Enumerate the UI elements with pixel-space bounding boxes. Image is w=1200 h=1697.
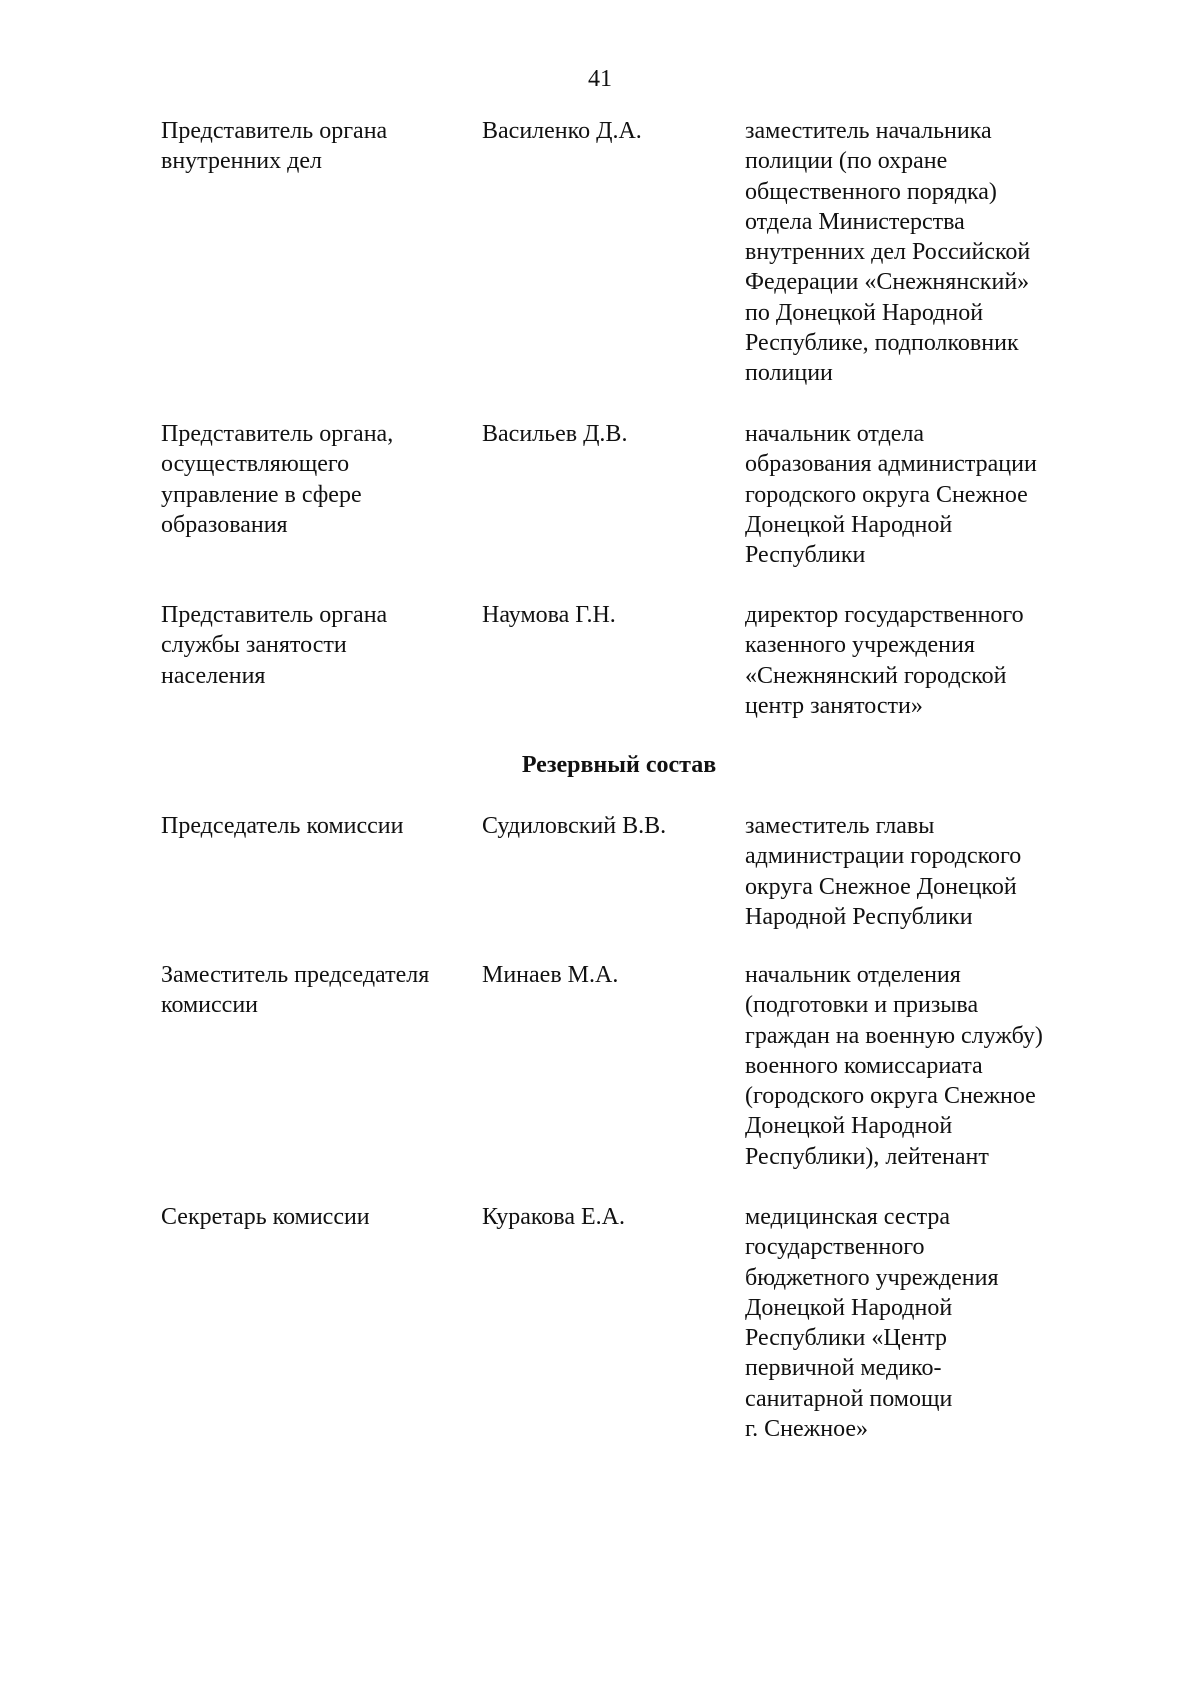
member-role: Представитель органа, осуществляющего управление в сфере образования (161, 421, 394, 538)
member-role: Председатель комиссии (161, 813, 404, 839)
member-name: Куракова Е.А. (482, 1204, 625, 1230)
member-position: заместитель начальника полиции (по охране общественного порядка) отдела Министерства внутренних дел Российской Федерации «Снежнянский» по Донецкой Народной Республике, подполковник полиции (745, 118, 1031, 387)
member-position: начальник отделения (подготовки и призыва граждан на военную службу) военного комиссариата (городского округа Снежное Донецкой Народной Республики), лейтенант (745, 962, 1043, 1170)
page-number: 41 (588, 66, 612, 92)
member-name: Васильев Д.В. (482, 421, 628, 447)
member-name: Наумова Г.Н. (482, 602, 616, 628)
member-position: заместитель главы администрации городского округа Снежное Донецкой Народной Республики (745, 813, 1022, 930)
member-position: директор государственного казенного учреждения «Снежнянский городской центр занятости» (745, 602, 1024, 719)
member-name: Василенко Д.А. (482, 118, 642, 144)
member-role: Секретарь комиссии (161, 1204, 370, 1230)
member-role: Представитель органа внутренних дел (161, 118, 388, 175)
member-name: Судиловский В.В. (482, 813, 667, 839)
member-position: медицинская сестра государственного бюджетного учреждения Донецкой Народной Республики «Центр первичной медико- санитарной помощи г. Снежное» (745, 1204, 999, 1443)
member-role: Представитель органа службы занятости населения (161, 602, 388, 689)
member-role: Заместитель председателя комиссии (161, 962, 430, 1019)
member-position: начальник отдела образования администрации городского округа Снежное Донецкой Народной Республики (745, 421, 1037, 569)
member-name: Минаев М.А. (482, 962, 619, 988)
section-heading: Резервный состав (521, 752, 717, 778)
